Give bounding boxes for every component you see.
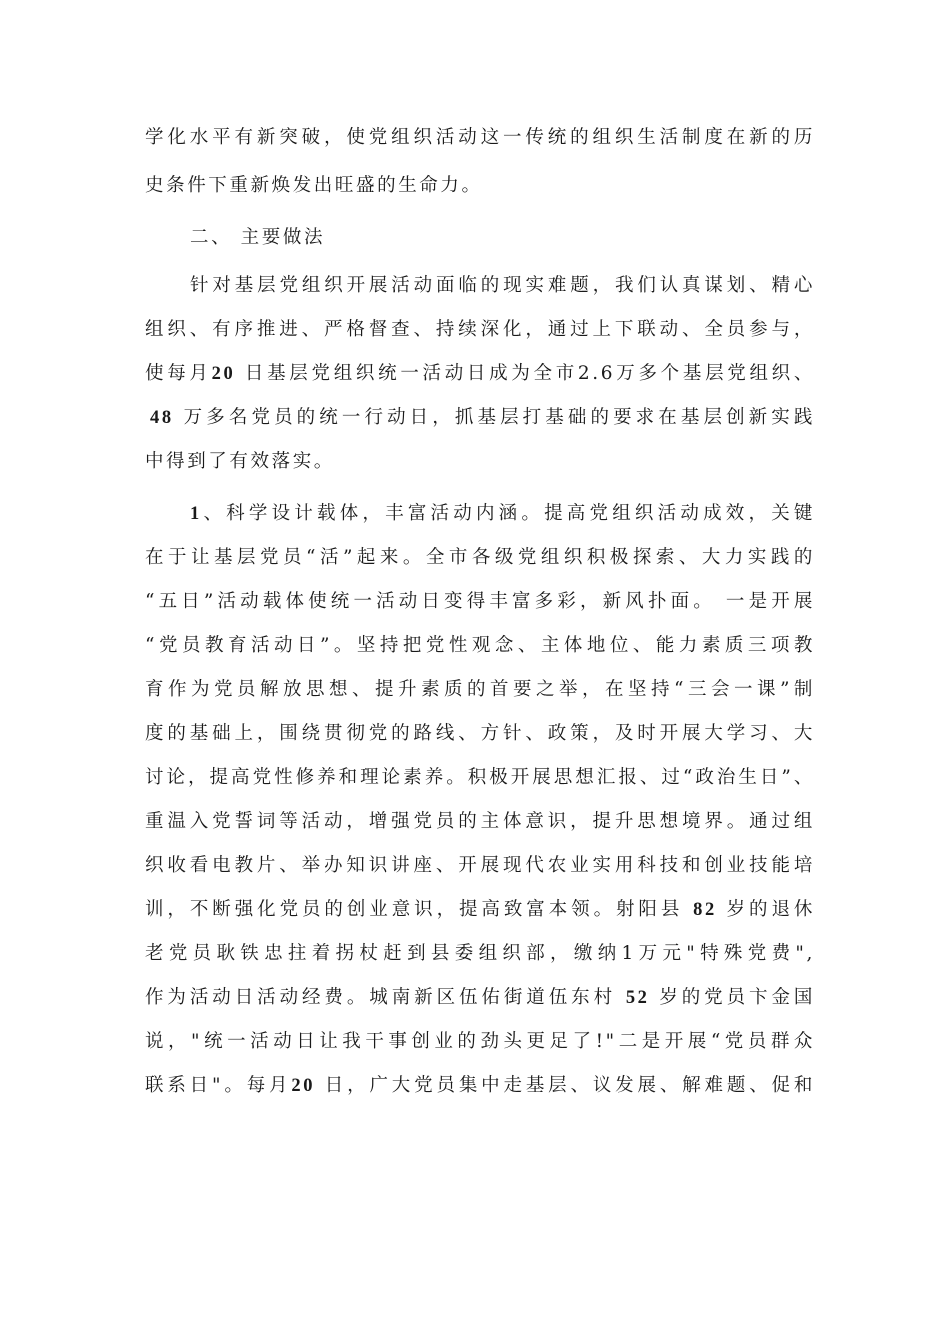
text-line: 中得到了有效落实。	[145, 451, 335, 472]
text-line: 织收看电教片、举办知识讲座、开展现代农业实用科技和创业技能培	[145, 855, 815, 876]
text-run: 日，广大党员集中走基层、议发展、解难题、促和	[315, 1075, 815, 1096]
text-line: 重温入党誓词等活动，增强党员的主体意识，提升思想境界。通过组	[145, 811, 815, 832]
text-line: 针对基层党组织开展活动面临的现实难题，我们认真谋划、精心	[190, 275, 815, 296]
text-run: 作为活动日活动经费。城南新区伍佑街道伍东村	[145, 987, 626, 1008]
text-line	[145, 1074, 815, 1098]
bold-number: 1	[190, 504, 202, 524]
text-line: 度的基础上，围绕贯彻党的路线、方针、政策，及时开展大学习、大	[145, 723, 815, 744]
text-run: 使每月	[145, 363, 212, 384]
bold-number: 82	[693, 900, 717, 920]
text-line: “五日”活动载体使统一活动日变得丰富多彩，新风扑面。 一是开展	[145, 591, 815, 612]
text-run: 岁的退休	[716, 899, 815, 920]
text-line	[145, 362, 815, 386]
text-line: “党员教育活动日”。坚持把党性观念、主体地位、能力素质三项教	[145, 635, 815, 656]
text-run: 日基层党组织统一活动日成为全市2.6万多个基层党组织、	[235, 363, 815, 384]
section-heading: 二、 主要做法	[190, 227, 326, 248]
text-run: 联系日"。每月	[145, 1075, 292, 1096]
text-line: 说，"统一活动日让我干事创业的劲头更足了!"二是开展“党员群众	[145, 1031, 815, 1052]
bold-number: 20	[211, 364, 236, 384]
text-line	[145, 898, 815, 922]
text-line: 在于让基层党员“活”起来。全市各级党组织积极探索、大力实践的	[145, 547, 815, 568]
text-line	[190, 502, 815, 526]
text-run: 、科学设计载体，丰富活动内涵。提高党组织活动成效，关键	[201, 503, 815, 524]
text-line: 组织、有序推进、严格督查、持续深化，通过上下联动、全员参与，	[145, 319, 815, 340]
text-line: 史条件下重新焕发出旺盛的生命力。	[145, 175, 483, 196]
text-run: 万多名党员的统一行动日，抓基层打基础的要求在基层创新实践	[173, 407, 815, 428]
bold-number: 48	[150, 408, 174, 428]
text-line: 讨论，提高党性修养和理论素养。积极开展思想汇报、过“政治生日”、	[145, 767, 815, 788]
bold-number: 52	[625, 988, 650, 1008]
text-line	[150, 406, 815, 430]
text-line: 学化水平有新突破，使党组织活动这一传统的组织生活制度在新的历	[145, 127, 815, 148]
text-line: 老党员耿铁忠拄着拐杖赶到县委组织部，缴纳1万元"特殊党费",	[145, 943, 815, 964]
bold-number: 20	[291, 1076, 316, 1096]
text-run: 岁的党员卞金国	[649, 987, 815, 1008]
text-line	[145, 986, 815, 1010]
text-line: 育作为党员解放思想、提升素质的首要之举，在坚持“三会一课”制	[145, 679, 815, 700]
text-run: 训，不断强化党员的创业意识，提高致富本领。射阳县	[145, 899, 694, 920]
